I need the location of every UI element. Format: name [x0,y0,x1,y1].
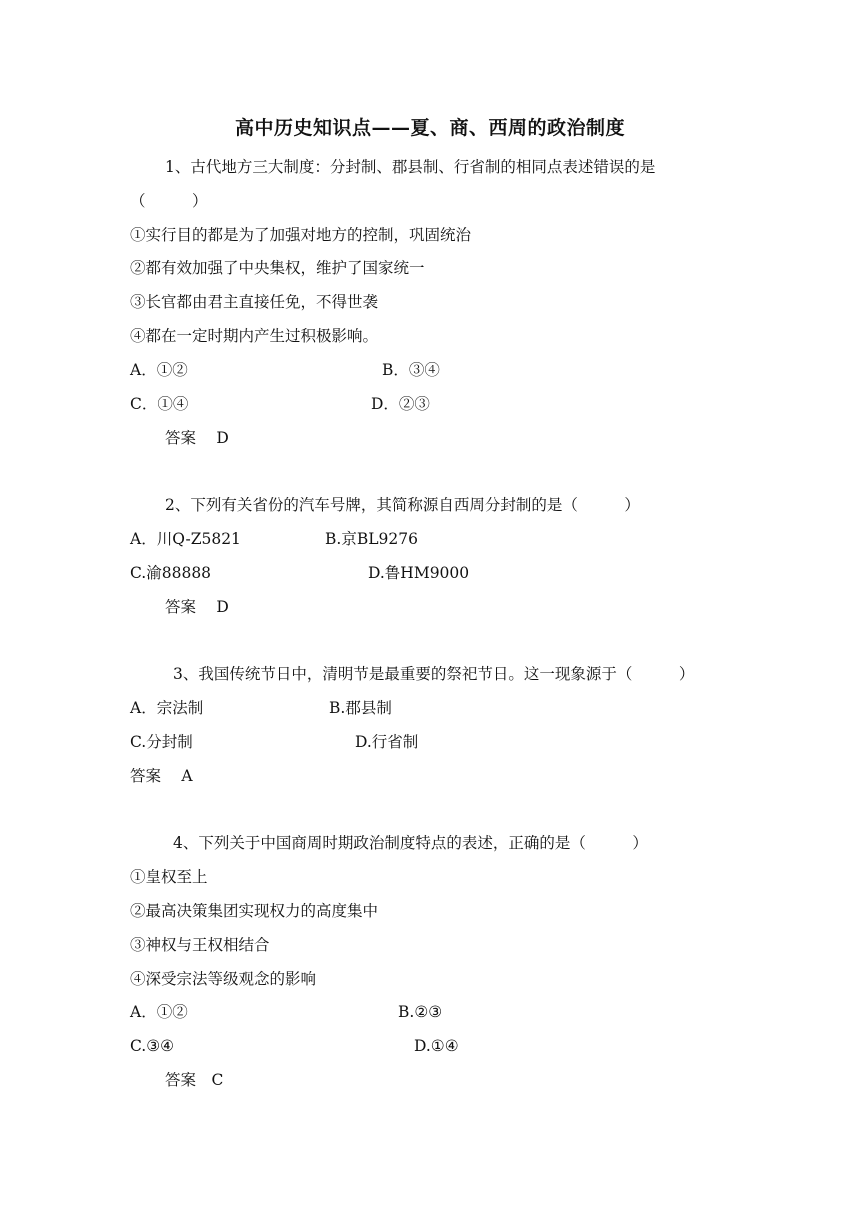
question-1-option-a: A．①② [130,361,188,379]
question-4-statement-3: ③神权与王权相结合 [130,936,270,954]
question-1-statement-2: ②都有效加强了中央集权，维护了国家统一 [130,259,425,277]
question-2-option-b: B.京BL9276 [325,530,418,548]
question-1-option-c: C．①④ [130,395,189,413]
question-1-option-d: D．②③ [371,395,430,413]
question-4-statement-1: ①皇权至上 [130,868,208,886]
question-1-answer: 答案 D [165,429,229,447]
question-2-option-d: D.鲁HM9000 [368,564,470,582]
question-4-statement-4: ④深受宗法等级观念的影响 [130,970,317,988]
question-4-option-b: B.②③ [398,1003,443,1021]
question-1-stem-tail: （ ） [130,192,208,210]
question-1-statement-3: ③长官都由君主直接任免，不得世袭 [130,293,379,311]
question-4-option-d: D.①④ [414,1037,459,1055]
question-2-option-c: C.渝88888 [130,564,212,582]
question-3-option-b: B.郡县制 [329,699,392,717]
question-4-statement-2: ②最高决策集团实现权力的高度集中 [130,902,379,920]
question-1-stem: 1、古代地方三大制度：分封制、郡县制、行省制的相同点表述错误的是 [165,158,656,176]
question-3-option-a: A．宗法制 [130,699,204,717]
question-3-option-c: C.分封制 [130,733,193,751]
question-4-option-a: A．①② [130,1003,188,1021]
question-1-statement-1: ①实行目的都是为了加强对地方的控制，巩固统治 [130,226,472,244]
question-2-stem: 2、下列有关省份的汽车号牌，其简称源自西周分封制的是（ ） [165,496,640,514]
question-3-option-d: D.行省制 [355,733,419,751]
question-4-stem: 4、下列关于中国商周时期政治制度特点的表述，正确的是（ ） [173,834,648,852]
question-1-statement-4: ④都在一定时期内产生过积极影响。 [130,327,379,345]
question-4-option-c: C.③④ [130,1037,175,1055]
question-4-answer: 答案 C [165,1071,224,1089]
document-title: 高中历史知识点——夏、商、西周的政治制度 [234,117,625,139]
question-1-option-b: B．③④ [382,361,440,379]
question-2-answer: 答案 D [165,598,229,616]
question-3-answer: 答案 A [130,767,193,785]
question-2-option-a: A．川Q-Z5821 [130,530,241,548]
question-3-stem: 3、我国传统节日中，清明节是最重要的祭祀节日。这一现象源于（ ） [173,665,695,683]
